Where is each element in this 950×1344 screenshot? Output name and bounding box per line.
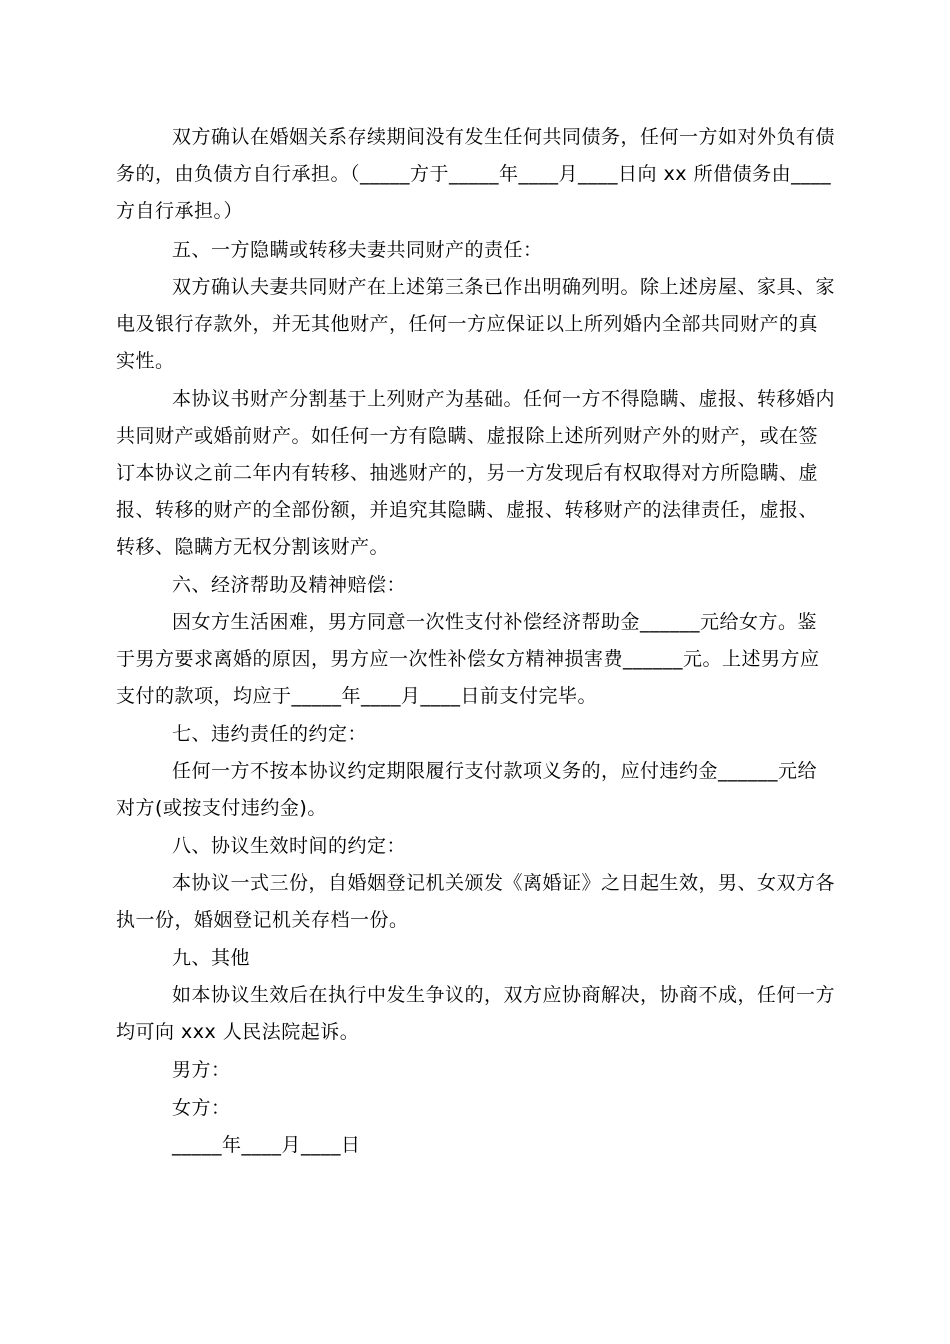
section-five-heading: 五、一方隐瞒或转移夫妻共同财产的责任： — [172, 239, 543, 261]
section-seven-heading: 七、违约责任的约定： — [172, 723, 368, 745]
breach-liability-paragraph: 任何一方不按本协议约定期限履行支付款项义务的，应付违约金______元给对方(或按支付违约金)。 — [116, 760, 818, 819]
section-nine-heading: 九、其他 — [172, 947, 251, 969]
signature-date-line: _____年____月____日 — [172, 1134, 361, 1156]
male-signature-label: 男方： — [172, 1059, 231, 1081]
property-division-paragraph: 本协议书财产分割基于上列财产为基础。任何一方不得隐瞒、虚报、转移婚内共同财产或婚前财产。如任何一方有隐瞒、虚报除上述所列财产外的财产，或在签订本协议之前二年内有转移、抽逃财产的，另一方发现后有权取得对方所隐瞒、虚报、转移的财产的全部份额，并追究其隐瞒、虚报、转移财产的法律责任，虚报、转移、隐瞒方无权分割该财产。 — [116, 388, 836, 558]
female-signature-label: 女方： — [172, 1097, 231, 1119]
compensation-paragraph: 因女方生活困难，男方同意一次性支付补偿经济帮助金______元给女方。鉴于男方要求离婚的原因，男方应一次性补偿女方精神损害费______元。上述男方应支付的款项，均应于_____年____月____日前支付完毕。 — [116, 611, 820, 707]
section-six-heading: 六、经济帮助及精神赔偿： — [172, 574, 407, 596]
dispute-resolution-paragraph: 如本协议生效后在执行中发生争议的，双方应协商解决，协商不成，任何一方均可向 xxx 人民法院起诉。 — [116, 984, 836, 1043]
section-eight-heading: 八、协议生效时间的约定： — [172, 835, 407, 857]
property-declaration-paragraph: 双方确认夫妻共同财产在上述第三条已作出明确列明。除上述房屋、家具、家电及银行存款外，并无其他财产，任何一方应保证以上所列婚内全部共同财产的真实性。 — [116, 276, 836, 372]
debt-clause-paragraph: 双方确认在婚姻关系存续期间没有发生任何共同债务，任何一方如对外负有债务的，由负债方自行承担。（_____方于_____年____月____日向 xx 所借债务由____方自行承担。） — [116, 126, 836, 222]
effective-time-paragraph: 本协议一式三份，自婚姻登记机关颁发《离婚证》之日起生效，男、女双方各执一份，婚姻登记机关存档一份。 — [116, 872, 836, 931]
